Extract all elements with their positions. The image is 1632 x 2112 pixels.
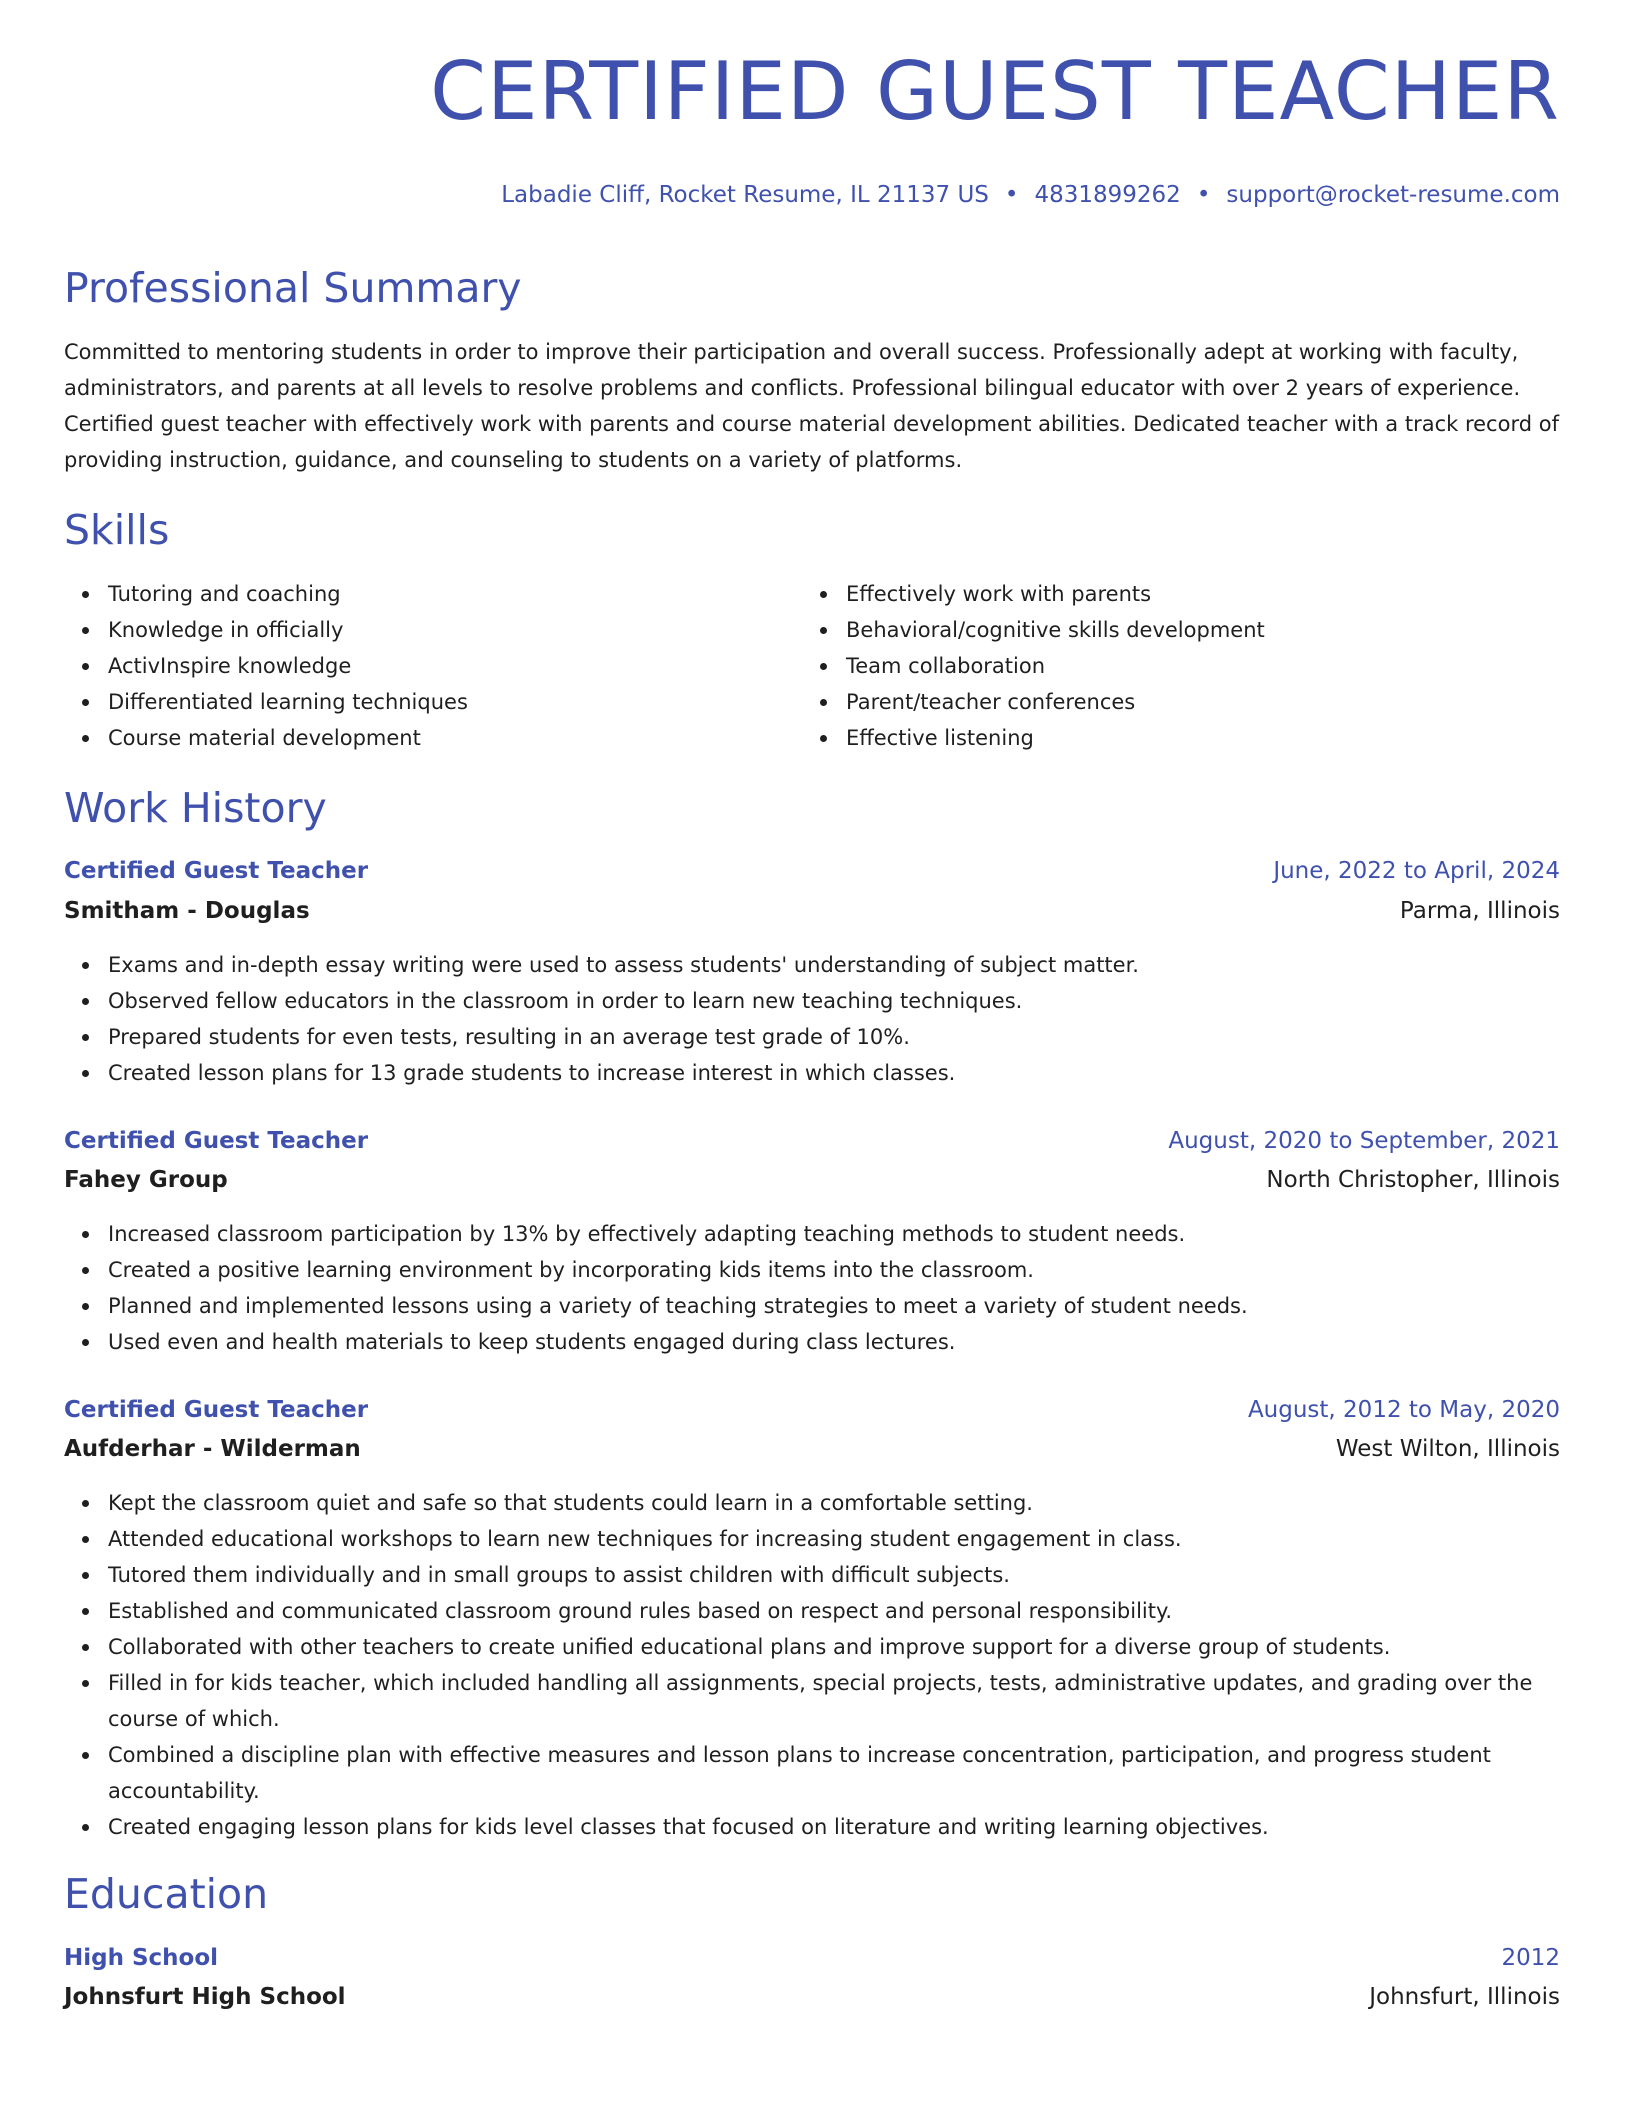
skill-item: Behavioral/cognitive skills development bbox=[846, 612, 1265, 648]
job-title: Certified Guest Teacher bbox=[64, 1128, 369, 1154]
job-company: Smitham - Douglas bbox=[64, 898, 310, 924]
list-item: Created a positive learning environment by incorporating kids items into the classroom. bbox=[108, 1252, 1560, 1288]
contact-phone: 4831899262 bbox=[1034, 182, 1181, 208]
skill-item: Team collaboration bbox=[846, 648, 1265, 684]
list-item: Established and communicated classroom ground rules based on respect and personal responsibility. bbox=[108, 1593, 1560, 1629]
contact-address: Labadie Cliff, Rocket Resume, IL 21137 US bbox=[501, 182, 989, 208]
skills-list-right bbox=[802, 576, 1265, 756]
resume-title: CERTIFIED GUEST TEACHER bbox=[430, 45, 1560, 138]
contact-email: support@rocket-resume.com bbox=[1226, 182, 1560, 208]
education-year: 2012 bbox=[1501, 1945, 1560, 1971]
list-item: Planned and implemented lessons using a variety of teaching strategies to meet a variety of student needs. bbox=[108, 1288, 1560, 1324]
resume-page bbox=[64, 0, 1560, 2112]
job-bullets bbox=[64, 1216, 1560, 1360]
contact-line bbox=[501, 182, 1560, 208]
list-item: Attended educational workshops to learn new techniques for increasing student engagement in class. bbox=[108, 1521, 1560, 1557]
list-item: Used even and health materials to keep students engaged during class lectures. bbox=[108, 1324, 1560, 1360]
job-dates: June, 2022 to April, 2024 bbox=[1273, 858, 1560, 884]
list-item: Tutored them individually and in small groups to assist children with difficult subjects. bbox=[108, 1557, 1560, 1593]
job-bullets bbox=[64, 1485, 1560, 1845]
summary-text: Committed to mentoring students in order to improve their participation and overall success. Professionally adept at working with faculty, administrators, and parents at all levels to resolve problems and conflicts. Professional bilingual educator with over 2 years of experience. Certified guest teacher with effectively work with parents and course material development abilities. Dedicated teacher with a track record of providing instruction, guidance, and counseling to students on a variety of platforms. bbox=[64, 340, 1559, 472]
education-location: Johnsfurt, Illinois bbox=[1369, 1984, 1560, 2010]
job-title: Certified Guest Teacher bbox=[64, 858, 369, 884]
list-item: Increased classroom participation by 13% by effectively adapting teaching methods to student needs. bbox=[108, 1216, 1560, 1252]
list-item: Created engaging lesson plans for kids level classes that focused on literature and writing learning objectives. bbox=[108, 1809, 1560, 1845]
job-dates: August, 2012 to May, 2020 bbox=[1247, 1397, 1560, 1423]
skill-item: Differentiated learning techniques bbox=[108, 684, 468, 720]
skill-item: Parent/teacher conferences bbox=[846, 684, 1265, 720]
education-heading: Education bbox=[64, 1870, 269, 1918]
education-degree: High School bbox=[64, 1945, 219, 1971]
list-item: Collaborated with other teachers to create unified educational plans and improve support for a diverse group of students. bbox=[108, 1629, 1560, 1665]
work-history-heading: Work History bbox=[64, 784, 327, 832]
skill-item: Knowledge in officially bbox=[108, 612, 468, 648]
contact-separator: • bbox=[1196, 182, 1211, 208]
list-item: Kept the classroom quiet and safe so that students could learn in a comfortable setting. bbox=[108, 1485, 1560, 1521]
job-location: North Christopher, Illinois bbox=[1266, 1167, 1560, 1193]
job-location: West Wilton, Illinois bbox=[1335, 1436, 1560, 1462]
job-company: Fahey Group bbox=[64, 1167, 228, 1193]
skill-item: Course material development bbox=[108, 720, 468, 756]
list-item: Exams and in-depth essay writing were used to assess students' understanding of subject matter. bbox=[108, 947, 1560, 983]
job-company: Aufderhar - Wilderman bbox=[64, 1436, 361, 1462]
skill-item: Effective listening bbox=[846, 720, 1265, 756]
skills-heading: Skills bbox=[64, 506, 170, 554]
list-item: Created lesson plans for 13 grade students to increase interest in which classes. bbox=[108, 1055, 1560, 1091]
list-item: Combined a discipline plan with effective measures and lesson plans to increase concentration, participation, and progress student accountability. bbox=[108, 1737, 1560, 1809]
list-item: Filled in for kids teacher, which included handling all assignments, special projects, tests, administrative updates, and grading over the course of which. bbox=[108, 1665, 1560, 1737]
summary-heading: Professional Summary bbox=[64, 264, 522, 312]
job-title: Certified Guest Teacher bbox=[64, 1397, 369, 1423]
contact-separator: • bbox=[1004, 182, 1019, 208]
list-item: Prepared students for even tests, resulting in an average test grade of 10%. bbox=[108, 1019, 1560, 1055]
skill-item: ActivInspire knowledge bbox=[108, 648, 468, 684]
skills-list-left bbox=[64, 576, 468, 756]
skill-item: Effectively work with parents bbox=[846, 576, 1265, 612]
job-location: Parma, Illinois bbox=[1399, 898, 1560, 924]
job-dates: August, 2020 to September, 2021 bbox=[1168, 1128, 1560, 1154]
education-school: Johnsfurt High School bbox=[64, 1984, 346, 2010]
job-bullets bbox=[64, 947, 1560, 1091]
skill-item: Tutoring and coaching bbox=[108, 576, 468, 612]
list-item: Observed fellow educators in the classroom in order to learn new teaching techniques. bbox=[108, 983, 1560, 1019]
